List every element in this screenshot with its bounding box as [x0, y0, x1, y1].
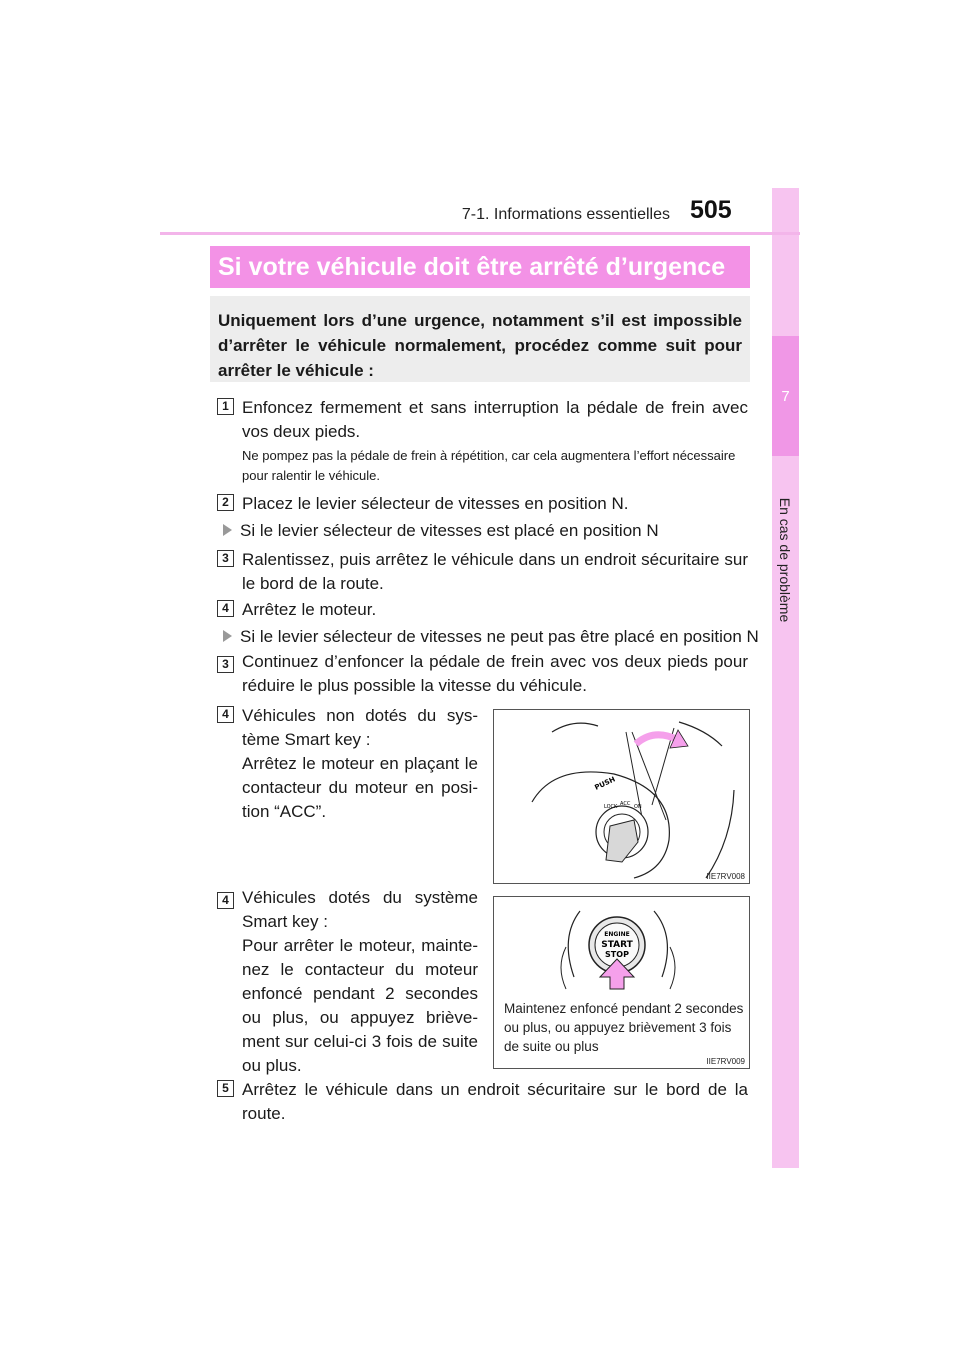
condition-bullet-a-text: Si le levier sélecteur de vitesses est placé en position N [240, 521, 659, 540]
step-1-text: Enfoncez fermement et sans interruption la pédale de frein avec vos deux pieds. [242, 398, 748, 441]
intro-box: Uniquement lors d’une urgence, notamment s’il est impossible d’arrêter le véhicule normalement, procédez comme suit pour arrêter le véhicule : [210, 296, 750, 382]
acc-label: ACC [620, 801, 631, 807]
step-3a-text: Ralentissez, puis arrêtez le véhicule dans un endroit sécuritaire sur le bord de la route. [242, 550, 748, 593]
chapter-number: 7 [781, 388, 790, 405]
ignition-key-illustration [494, 710, 749, 883]
step-number-3a: 3 [217, 550, 234, 567]
step-number-5: 5 [217, 1080, 234, 1097]
step-3b-text: Continuez d’enfoncer la pédale de frein avec vos deux pieds pour réduire le plus possible la vitesse du véhicule. [242, 652, 748, 695]
push-label: PUSH [593, 775, 617, 792]
condition-bullet-a [223, 519, 659, 543]
on-label: ON [634, 804, 642, 810]
step-number-4b: 4 [217, 706, 234, 723]
button-line3: STOP [605, 950, 629, 959]
step-4a-text: Arrêtez le moteur. [242, 600, 377, 619]
chapter-side-tab [772, 188, 799, 1168]
step-number-4c: 4 [217, 892, 234, 909]
figure-1-code: IIE7RV008 [706, 872, 745, 881]
lock-label: LOCK [604, 804, 618, 810]
button-line1: ENGINE [604, 931, 630, 938]
section-heading: 7-1. Informations essentielles [461, 206, 670, 223]
bullet-triangle-icon [223, 630, 232, 642]
step-2-text: Placez le levier sélecteur de vitesses en position N. [242, 494, 629, 513]
engine-button-figure [493, 896, 750, 1069]
figure-2-code: IIE7RV009 [706, 1057, 745, 1066]
step-number-3b: 3 [217, 656, 234, 673]
chapter-title: En cas de problème [777, 497, 793, 623]
condition-bullet-b-text: Si le levier sélecteur de vitesses ne peut pas être placé en position N [240, 627, 759, 646]
step-5-text: Arrêtez le véhicule dans un endroit sécuritaire sur le bord de la route. [242, 1080, 748, 1123]
step-1-note: Ne pompez pas la pédale de frein à répétition, car cela augmentera l’effort nécessaire pour ralentir le véhicule. [242, 448, 736, 483]
step-number-1: 1 [217, 398, 234, 415]
chapter-number-tab [772, 336, 799, 456]
ignition-key-figure [493, 709, 750, 884]
header-rule [160, 232, 800, 235]
button-line2: START [601, 940, 633, 950]
bullet-triangle-icon [223, 524, 232, 536]
step-4c-text: Véhicules dotés du système Smart key : Pour arrêter le moteur, maintenez le contacteur du moteur enfoncé pendant 2 secondes ou plus, ou appuyez brièvement sur celui-ci 3 fois de suite ou plus. [242, 888, 478, 1075]
step-number-4a: 4 [217, 600, 234, 617]
step-4b-text: Véhicules non dotés du système Smart key : Arrêtez le moteur en plaçant le contacteur du moteur en position “ACC”. [242, 706, 478, 821]
figure-2-caption: Maintenez enfoncé pendant 2 secondes ou plus, ou appuyez brièvement 3 fois de suite ou plus [504, 1001, 744, 1054]
step-number-2: 2 [217, 494, 234, 511]
condition-bullet-b [223, 625, 759, 649]
page-title: Si votre véhicule doit être arrêté d’urgence [218, 253, 726, 281]
page-title-bar [210, 246, 750, 288]
page-number: 505 [690, 196, 732, 224]
